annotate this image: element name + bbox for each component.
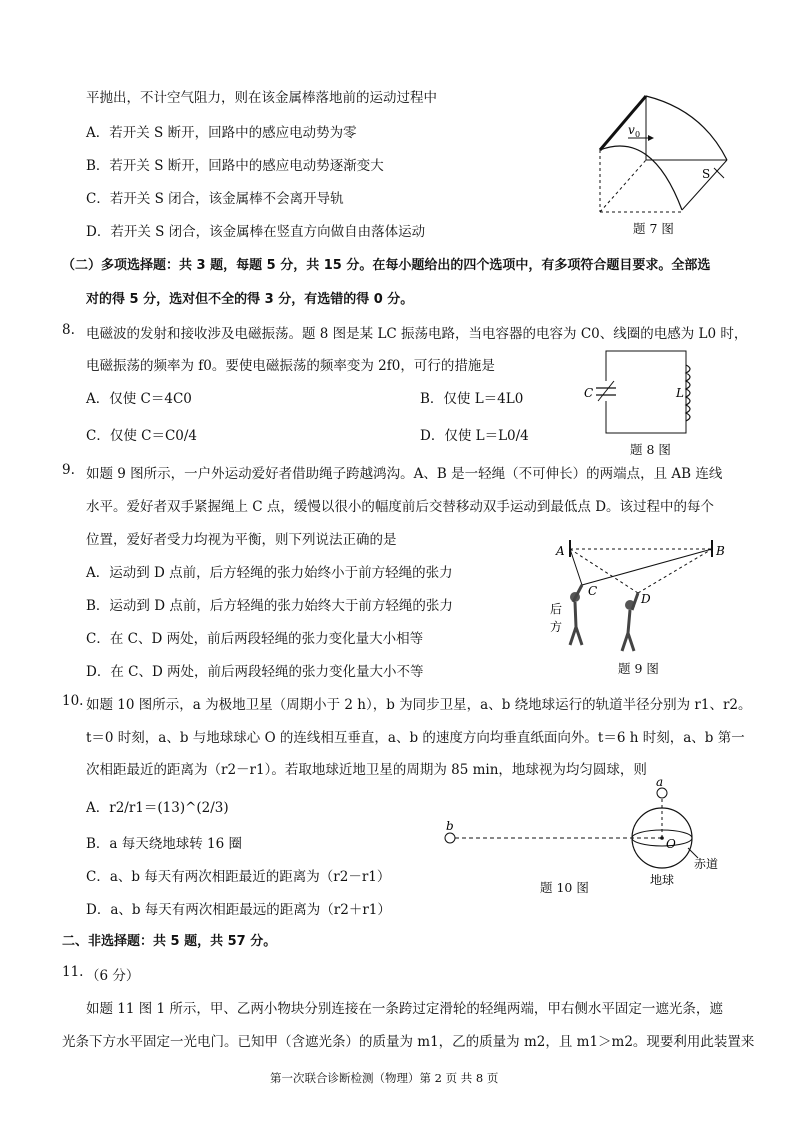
- q10-satellite-a: [657, 788, 667, 798]
- q8-circuit: [580, 345, 700, 437]
- q10-label-a: a: [656, 778, 664, 789]
- q7-velocity-arrowhead: [648, 135, 654, 141]
- q9-label-c: C: [588, 584, 598, 598]
- q10-line1: 如题 10 图所示，a 为极地卫星（周期小于 2 h），b 为同步卫星，a、b 绕地球运行的轨道半径分别为 r1、r2。: [86, 697, 752, 713]
- q8-line1: 电磁波的发射和接收涉及电磁振荡。题 8 图是某 LC 振荡电路，当电容器的电容为 C0、线圈的电感为 L0 时，: [86, 326, 748, 342]
- q10-line3: 次相距最近的距离为（r2－r1）。若取地球近地卫星的周期为 85 min，地球视为均匀圆球，则: [86, 762, 647, 778]
- q11-line2: 光条下方水平固定一光电门。已知甲（含遮光条）的质量为 m1，乙的质量为 m2，且 m1＞m2。现要利用此装置来: [62, 1034, 755, 1050]
- q10-center-o: [660, 836, 664, 840]
- q7-v-label: v: [628, 123, 635, 137]
- q10-option-c: C．a、b 每天有两次相距最近的距离为（r2－r1）: [86, 869, 391, 885]
- q11-line1: 如题 11 图 1 所示，甲、乙两小物块分别连接在一条跨过定滑轮的轻绳两端，甲右侧水平固定一遮光条，遮: [86, 1001, 723, 1017]
- q8-c-label: C: [584, 386, 594, 400]
- q8-l-label: L: [676, 386, 684, 400]
- q10-label-o: O: [666, 837, 676, 851]
- q10-caption: 题 10 图: [540, 880, 589, 895]
- q7-option-d: D．若开关 S 闭合，该金属棒在竖直方向做自由落体运动: [86, 224, 426, 240]
- q7-figure: [592, 90, 742, 230]
- q8-option-d: D．仅使 L＝L0/4: [420, 428, 529, 444]
- q9-number: 9.: [62, 462, 75, 478]
- q10-figure: [440, 778, 730, 888]
- part2-heading: 二、非选择题：共 5 题，共 57 分。: [62, 934, 277, 949]
- q10-line2: t＝0 时刻，a、b 与地球球心 O 的连线相互垂直，a、b 的速度方向均垂直纸面向外。t＝6 h 时刻，a、b 第一: [86, 730, 745, 746]
- q10-option-b: B．a 每天绕地球转 16 圈: [86, 836, 243, 852]
- q9-label-a: A: [556, 544, 565, 558]
- q9-line3: 位置，爱好者受力均视为平衡，则下列说法正确的是: [86, 532, 397, 548]
- q9-label-d: D: [641, 592, 651, 606]
- section2-line2: 对的得 5 分，选对但不全的得 3 分，有选错的得 0 分。: [86, 292, 414, 307]
- q7-intro: 平抛出，不计空气阻力，则在该金属棒落地前的运动过程中: [86, 90, 437, 106]
- q9-figure: [540, 535, 740, 655]
- q10-label-equator: 赤道: [694, 857, 719, 871]
- q9-option-c: C．在 C、D 两处，前后两段轻绳的张力变化量大小相等: [86, 631, 424, 647]
- q9-rope-front: [582, 549, 712, 585]
- q11-score: （6 分）: [86, 968, 140, 984]
- q8-option-a: A．仅使 C＝4C0: [86, 391, 192, 407]
- q7-metal-rod: [600, 96, 646, 150]
- q7-rail-near: [600, 146, 682, 210]
- q8-caption: 题 8 图: [630, 442, 671, 457]
- q7-v-sub: 0: [635, 130, 641, 139]
- q10-label-earth: 地球: [650, 873, 675, 887]
- q9-label-hou: 后: [550, 602, 563, 616]
- q9-line2: 水平。爱好者双手紧握绳上 C 点，缓慢以很小的幅度前后交替移动双手运动到最低点 D。该过程中的每个: [86, 499, 715, 515]
- q8-line2: 电磁振荡的频率为 f0。要使电磁振荡的频率变为 2f0，可行的措施是: [86, 358, 495, 374]
- q9-caption: 题 9 图: [618, 661, 659, 676]
- section2-line1: （二）多项选择题：共 3 题，每题 5 分，共 15 分。在每小题给出的四个选项中，有多项符合题目要求。全部选: [62, 258, 711, 273]
- q9-option-b: B．运动到 D 点前，后方轻绳的张力始终大于前方轻绳的张力: [86, 598, 453, 614]
- q9-option-d: D．在 C、D 两处，前后两段轻绳的张力变化量大小不等: [86, 664, 424, 680]
- q10-satellite-b: [445, 833, 455, 843]
- q9-rope-back: [570, 549, 582, 585]
- q7-option-c: C．若开关 S 闭合，该金属棒不会离开导轨: [86, 191, 344, 207]
- q8-option-c: C．仅使 C＝C0/4: [86, 428, 198, 444]
- q7-caption: 题 7 图: [633, 221, 674, 236]
- q11-number: 11.: [62, 964, 84, 980]
- q7-rail-far: [646, 96, 727, 160]
- page-footer: 第一次联合诊断检测（物理）第 2 页 共 8 页: [270, 1071, 499, 1085]
- q10-option-d: D．a、b 每天有两次相距最远的距离为（r2＋r1）: [86, 902, 391, 918]
- q7-option-b: B．若开关 S 断开，回路中的感应电动势逐渐变大: [86, 158, 384, 174]
- q9-label-fang: 方: [550, 620, 563, 634]
- q9-label-b: B: [716, 544, 725, 558]
- q9-dash-db: [638, 549, 712, 593]
- q8-number: 8.: [62, 322, 75, 338]
- q7-option-a: A．若开关 S 断开，回路中的感应电动势为零: [86, 125, 357, 141]
- q9-option-a: A．运动到 D 点前，后方轻绳的张力始终小于前方轻绳的张力: [86, 565, 453, 581]
- q8-circuit-loop: [606, 351, 686, 433]
- q8-inductor-coil: [686, 365, 690, 421]
- q10-label-b: b: [446, 819, 454, 833]
- q7-dash-diag: [600, 160, 646, 212]
- q8-option-b: B．仅使 L＝4L0: [420, 391, 524, 407]
- q10-option-a: A．r2/r1＝(13)^(2/3): [86, 800, 229, 816]
- q7-s-label: S: [702, 167, 711, 181]
- q10-number: 10.: [62, 693, 84, 709]
- q9-line1: 如题 9 图所示，一户外运动爱好者借助绳子跨越鸿沟。A、B 是一轻绳（不可伸长）的两端点，且 AB 连线: [86, 466, 723, 482]
